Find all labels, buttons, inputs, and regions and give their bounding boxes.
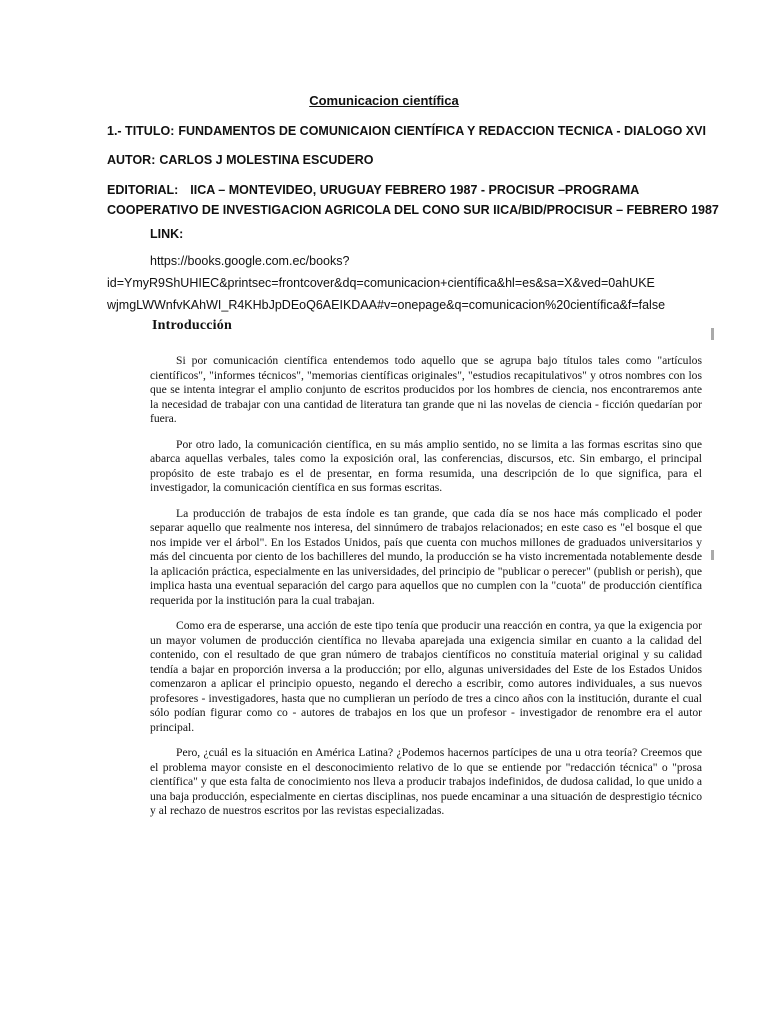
editorial-value-line2: COOPERATIVO DE INVESTIGACION AGRICOLA DEL CONO SUR IICA/BID/PROCISUR – FEBRERO 1987 (107, 203, 719, 217)
scan-paragraph-2: Por otro lado, la comunicación científica, en su más amplio sentido, no se limita a las formas escritas sino que abarca aquellas verbales, tales como la exposición oral, las conferencias, discursos, etc. Sin embargo, el principal propósito de este trabajo es el de presentar, en forma resumida, una descripción de lo que significa, para el investigador, la comunicación científica en sus formas escritas. (150, 437, 702, 494)
link-line-3[interactable]: wjmgLWWnfvKAhWI_R4KHbJpDEoQ6AEIKDAA#v=onepage&q=comunicacion%20científica&f=false (107, 298, 666, 312)
titulo-line (107, 121, 706, 141)
link-label: LINK: (150, 227, 184, 241)
autor-line (107, 150, 374, 170)
scan-edge-mark (711, 328, 714, 340)
link-line-1[interactable]: https://books.google.com.ec/books? (150, 254, 350, 268)
autor-value: CARLOS J MOLESTINA ESCUDERO (159, 153, 374, 167)
autor-label: AUTOR: (107, 153, 156, 167)
titulo-value: FUNDAMENTOS DE COMUNICAION CIENTÍFICA Y REDACCION TECNICA - DIALOGO XVI (178, 124, 706, 138)
scan-heading: Introducción (152, 318, 232, 333)
editorial-label: EDITORIAL: (107, 183, 179, 197)
editorial-block (107, 180, 719, 220)
titulo-label: 1.- TITULO: (107, 124, 175, 138)
scanned-page (150, 318, 702, 914)
editorial-value-line1: IICA – MONTEVIDEO, URUGUAY FEBRERO 1987 - PROCISUR –PROGRAMA (190, 183, 640, 197)
link-line-2[interactable]: id=YmyR9ShUHIEC&printsec=frontcover&dq=comunicacion+científica&hl=es&sa=X&ved=0ahUKE (107, 276, 655, 290)
scan-paragraph-5: Pero, ¿cuál es la situación en América Latina? ¿Podemos hacernos partícipes de una u otra teoría? Creemos que el problema mayor consiste en el desconocimiento relativo de lo que se entiende por "redacción técnica" o "prosa científica" y que esta falta de conocimiento nos lleva a producir trabajos indefinidos, de dudosa calidad, lo que unido a una baja producción, especialmente en ciertas disciplinas, nos puede encaminar a una situación de desprestigio técnico y al rechazo de nuestros escritos por las revistas especializadas. (150, 746, 702, 817)
scan-paragraph-4: Como era de esperarse, una acción de este tipo tenía que producir una reacción en contra, ya que la exigencia por un mayor volumen de producción científica no llevaba aparejada una exigencia similar en cuanto a la calidad del contenido, con el resultado de que gran número de trabajos científicos no constituía material original y su calidad tendía a bajar en proporción inversa a la producción; por ello, algunas universidades del Este de los Estados Unidos comenzaron a aplicar el principio opuesto, negando el derecho a escribir, como autores individuales, a sus nuevos profesores - investigadores, hasta que no cumplieran un período de tres a cinco años con la institución, durante el cual sólo podían figurar como co - autores de trabajos en los que un profesor - investigador de renombre era el autor principal. (150, 619, 702, 734)
scan-edge-mark (711, 550, 714, 560)
link-text[interactable] (107, 250, 665, 316)
document-title: Comunicacion científica (309, 93, 459, 108)
scan-paragraph-3: La producción de trabajos de esta índole es tan grande, que cada día se nos hace más complicado el poder separar aquello que realmente nos interesa, del sinnúmero de trabajos relacionados; en este caso es "el bosque el que nos impide ver el árbol". En los Estados Unidos, país que cuenta con muchos millones de graduados universitarios y más del cincuenta por ciento de los bachilleres del mundo, la producción se ha visto incrementada notablemente desde la aplicación práctica, especialmente en las universidades, del principio de "publicar o perecer" (publish or perish), que implica hasta una eventual separación del cargo para aquellos que no cumplen con la "cuota" de producción científica requerida por la institución para la cual trabajan. (150, 506, 702, 607)
scan-paragraph-1: Si por comunicación científica entendemos todo aquello que se agrupa bajo títulos tales como "artículos científicos", "informes técnicos", "memorias científicas originales", "estudios recapitulativos" y otros nombres con los que se intenta integrar el amplio conjunto de escritos producidos por los hombres de ciencia, nos encontraremos ante la necesidad de trabajar con una cantidad de literatura tan grande que ni las novelas de ciencia - ficción quedarían por fuera. (150, 354, 702, 425)
